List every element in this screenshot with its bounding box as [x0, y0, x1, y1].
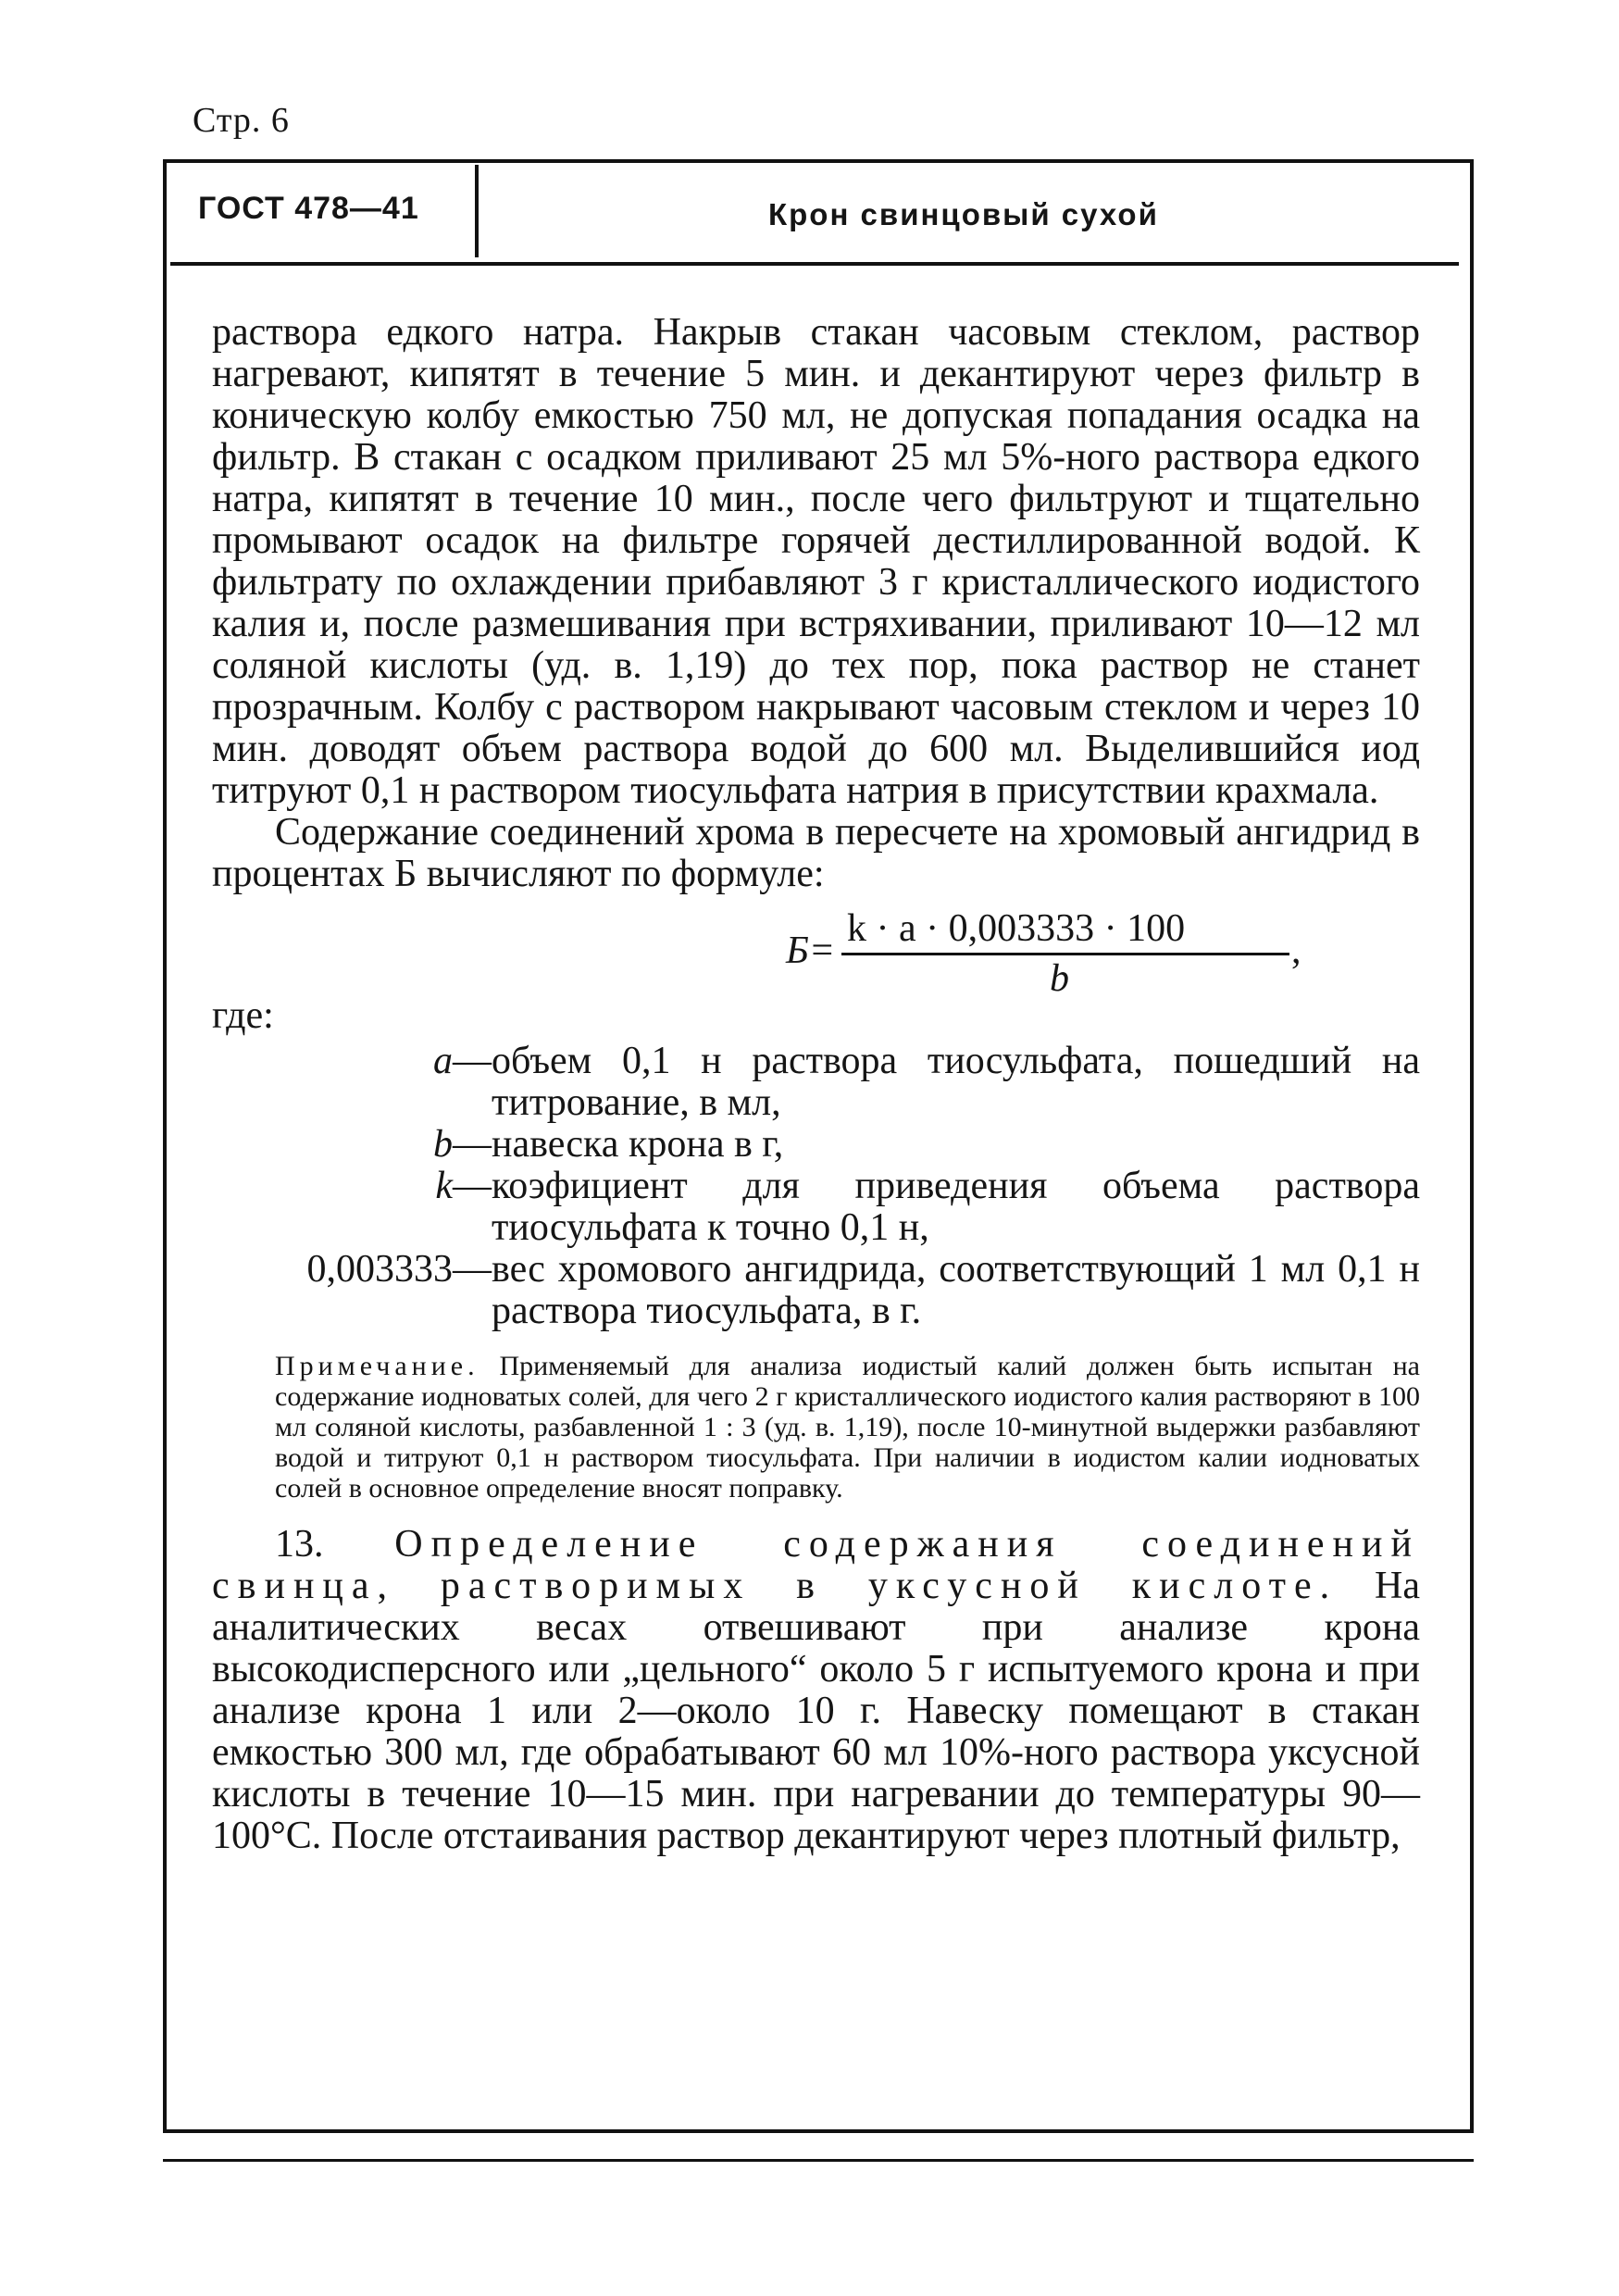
definition-symbol: b—	[433, 1123, 492, 1166]
frame-top-rule	[163, 159, 1474, 163]
header-standard-number: ГОСТ 478—41	[198, 191, 419, 226]
paragraph-2: Содержание соединений хрома в пересчете на хромовый ангидрид в процентах Б вычисляют по формуле:	[212, 811, 1420, 895]
note-label: Примечание.	[275, 1351, 479, 1381]
document-body	[212, 312, 1420, 1857]
definition-symbol: 0,003333—	[306, 1248, 492, 1291]
definition-item	[212, 1249, 1420, 1332]
frame-bottom-rule-secondary	[163, 2159, 1474, 2162]
header-bottom-rule	[170, 262, 1459, 266]
section-number: 13.	[275, 1523, 324, 1566]
formula-denominator: b	[1050, 957, 1069, 1000]
formula-lhs: Б=	[786, 930, 836, 972]
formula	[212, 906, 1420, 999]
section-heading: Определение содержания соединений свинца, растворимых в уксусной кислоте.	[212, 1523, 1420, 1607]
section-13	[212, 1524, 1420, 1857]
header-title: Крон свинцовый сухой	[768, 197, 1159, 231]
page-number: Стр. 6	[193, 101, 290, 140]
definition-text: объем 0,1 н раствора тиосульфата, пошедший на титрование, в мл,	[492, 1040, 1420, 1124]
definition-text: навеска крона в г,	[492, 1123, 784, 1166]
note-text: Применяемый для анализа иодистый калий должен быть испытан на содержание иодноватых солей, для чего 2 г кристаллического иодистого калия растворяют в 100 мл соляной кислоты, разбавленной 1 : 3 (уд. в. 1,19), после 10-минутной выдержки разбавляют водой и титруют 0,1 н раствором тиосульфата. При наличии в иодистом калии иодноватых солей в основное определение вносят поправку.	[275, 1351, 1420, 1504]
definition-item	[212, 1041, 1420, 1124]
definition-item	[212, 1124, 1420, 1166]
formula-numerator: k · a · 0,003333 · 100	[847, 907, 1186, 950]
note	[275, 1351, 1420, 1504]
definition-text: коэфициент для приведения объема раствора тиосульфата к точно 0,1 н,	[492, 1165, 1420, 1249]
definition-symbol: k—	[435, 1165, 492, 1207]
paragraph-1: раствора едкого натра. Накрыв стакан часовым стеклом, раствор нагревают, кипятят в течение 5 мин. и декантируют через фильтр в коническую колбу емкостью 750 мл, не допуская попадания осадка на фильтр. В стакан с осадком приливают 25 мл 5%-ного раствора едкого натра, кипятят в течение 10 мин., после чего фильтруют и тщательно промывают осадок на фильтре горячей дестиллированной водой. К фильтрату по охлаждении прибавляют 3 г кристаллического иодистого калия и, после размешивания при встряхивании, приливают 10—12 мл соляной кислоты (уд. в. 1,19) до тех пор, пока раствор не станет прозрачным. Колбу с раствором накрывают часовым стеклом и через 10 мин. доводят объем раствора водой до 600 мл. Выделившийся иод титруют 0,1 н раствором тиосульфата натрия в присутствии крахмала.	[212, 311, 1420, 812]
frame-bottom-rule	[163, 2129, 1474, 2133]
formula-trailing-comma: ,	[1291, 930, 1301, 972]
definition-list	[212, 1041, 1420, 1332]
formula-fraction-bar	[841, 953, 1289, 955]
definition-text: вес хромового ангидрида, соответствующий 1 мл 0,1 н раствора тиосульфата, в г.	[492, 1248, 1420, 1332]
header-divider	[475, 165, 479, 257]
where-label: где:	[212, 994, 274, 1037]
definition-item	[212, 1166, 1420, 1249]
definition-symbol: a—	[433, 1040, 492, 1082]
section-text: На аналитических весах отвешивают при анализе крона высокодисперсного или „цельного“ около 5 г испытуемого крона и при анализе крона 1 или 2—около 10 г. Навеску помещают в стакан емкостью 300 мл, где обрабатывают 60 мл 10%-ного раствора уксусной кислоты в течение 10—15 мин. при нагревании до температуры 90—100°С. После отстаивания раствор декантируют через плотный фильтр,	[212, 1565, 1420, 1857]
